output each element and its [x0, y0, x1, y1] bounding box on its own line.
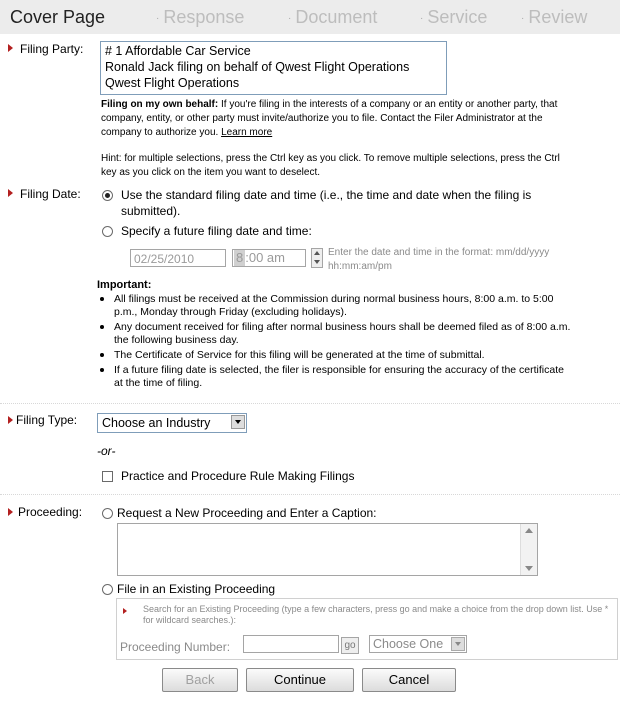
future-date-option-label: Specify a future filing date and time:: [121, 224, 312, 238]
proceeding-number-label: Proceeding Number:: [120, 640, 231, 654]
tab-service-label: Service: [427, 7, 488, 27]
go-button[interactable]: go: [341, 637, 359, 654]
chevron-down-icon[interactable]: [231, 415, 245, 429]
multi-select-hint: Hint: for multiple selections, press the Ctrl key as you click. To remove multiple selections, press the Ctrl key as you click on the item you want to deselect.: [101, 153, 560, 178]
tab-document[interactable]: [288, 7, 377, 28]
tab-review[interactable]: [521, 7, 587, 28]
tab-cover-page[interactable]: Cover Page: [10, 7, 106, 27]
back-button[interactable]: Back: [162, 668, 238, 692]
spin-up-icon[interactable]: [314, 251, 320, 255]
proceeding-search-hint: Search for an Existing Proceeding (type a few characters, press go and make a choice from the drop down list. Use * for wildcard searches.):: [143, 604, 609, 625]
continue-button[interactable]: Continue: [246, 668, 354, 692]
panel-arrow-icon: [123, 608, 127, 614]
tab-response[interactable]: [156, 7, 244, 28]
tab-service[interactable]: [420, 7, 487, 28]
section-arrow-icon: [8, 44, 13, 52]
learn-more-link[interactable]: Learn more: [221, 127, 273, 138]
practice-checkbox-label: Practice and Procedure Rule Making Filings: [121, 469, 355, 483]
own-behalf-text: If you're filing in the interests of a company or an entity or another party, that company, entity, or other party must invite/authorize you to file. Contact the Filer Administrator at the company to authorize you.: [101, 99, 558, 138]
scroll-up-icon[interactable]: [525, 528, 533, 533]
standard-date-radio[interactable]: [102, 190, 113, 201]
existing-proceeding-radio[interactable]: [102, 584, 113, 595]
section-divider: [0, 403, 620, 404]
section-arrow-icon: [8, 189, 13, 197]
cancel-button[interactable]: Cancel: [362, 668, 456, 692]
filing-party-option[interactable]: Ronald Jack filing on behalf of Qwest Flight Operations: [105, 60, 410, 74]
important-item: The Certificate of Service for this filing will be generated at the time of submittal.: [96, 349, 571, 362]
time-spinner[interactable]: [311, 248, 323, 268]
date-format-hint: Enter the date and time in the format: mm/dd/yyyy hh:mm:am/pm: [328, 247, 550, 272]
proceeding-number-input[interactable]: [243, 635, 339, 653]
scroll-down-icon[interactable]: [525, 566, 533, 571]
tab-dot-icon: ·: [288, 12, 292, 24]
tab-dot-icon: ·: [156, 12, 160, 24]
industry-select[interactable]: [97, 413, 247, 433]
section-arrow-icon: [8, 416, 13, 424]
filing-party-option[interactable]: Qwest Flight Operations: [105, 76, 240, 90]
important-item: If a future filing date is selected, the filer is responsible for ensuring the accuracy of the certificate at the time of filing.: [96, 364, 571, 390]
chevron-down-icon[interactable]: [451, 637, 465, 651]
tab-dot-icon: ·: [521, 12, 525, 24]
or-separator: -or-: [97, 444, 116, 458]
proceeding-choose-value: Choose One: [373, 637, 444, 651]
filing-date-label: Filing Date:: [20, 187, 81, 201]
proceeding-label: Proceeding:: [18, 505, 83, 519]
important-list: [96, 293, 571, 392]
future-date-radio[interactable]: [102, 226, 113, 237]
standard-date-option-label: Use the standard filing date and time (i.e., the time and date when the filing is submitted).: [121, 188, 532, 218]
future-date-input[interactable]: 02/25/2010: [130, 249, 226, 267]
new-proceeding-option-label: Request a New Proceeding and Enter a Caption:: [117, 506, 377, 520]
filing-party-label: Filing Party:: [20, 42, 84, 56]
section-divider: [0, 494, 620, 495]
tab-response-label: Response: [163, 7, 245, 27]
time-rest: :00 am: [245, 250, 285, 265]
existing-proceeding-option-label: File in an Existing Proceeding: [117, 582, 276, 596]
tab-bar: [0, 0, 620, 34]
hour-segment[interactable]: 8: [236, 250, 244, 265]
section-arrow-icon: [8, 508, 13, 516]
industry-select-value: Choose an Industry: [102, 416, 211, 430]
important-item: All filings must be received at the Commission during normal business hours, 8:00 a.m. to 5:00 p.m., Monday through Friday (excluding holidays).: [96, 293, 571, 319]
filing-party-option[interactable]: # 1 Affordable Car Service: [105, 44, 251, 58]
own-behalf-note: [101, 98, 569, 140]
own-behalf-heading: Filing on my own behalf:: [101, 99, 219, 110]
filing-party-listbox[interactable]: [100, 41, 447, 95]
practice-checkbox[interactable]: [102, 471, 113, 482]
important-heading: Important:: [97, 279, 152, 291]
tab-document-label: Document: [295, 7, 378, 27]
tab-dot-icon: ·: [420, 12, 424, 24]
existing-proceeding-panel: [116, 598, 618, 660]
proceeding-choose-select[interactable]: [369, 635, 467, 653]
spin-down-icon[interactable]: [314, 260, 320, 264]
future-time-input[interactable]: [232, 249, 306, 267]
caption-scrollbar[interactable]: [520, 524, 537, 575]
new-proceeding-radio[interactable]: [102, 508, 113, 519]
important-item: Any document received for filing after normal business hours shall be deemed filed as of 8:00 a.m. the following business day.: [96, 321, 571, 347]
tab-review-label: Review: [528, 7, 588, 27]
caption-textarea[interactable]: [117, 523, 538, 576]
filing-type-label: Filing Type:: [16, 413, 78, 427]
